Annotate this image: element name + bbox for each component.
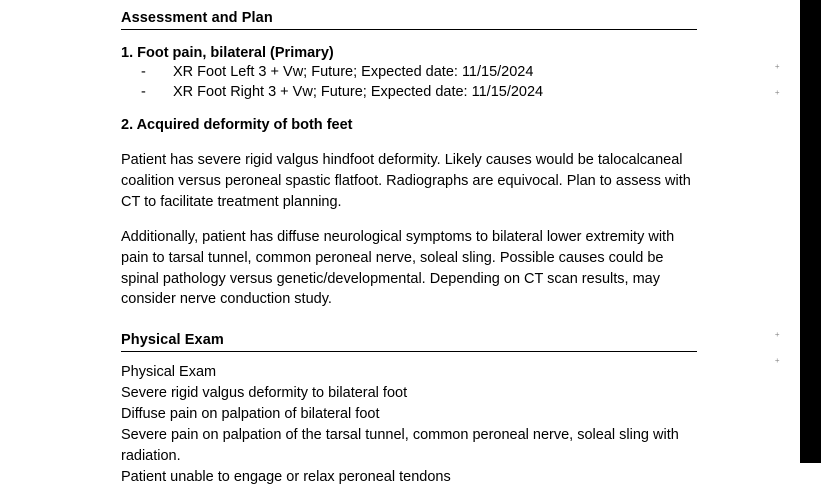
exam-line: Severe pain on palpation of the tarsal tunnel, common peroneal nerve, soleal sling with radiation. (121, 426, 683, 464)
exam-line: Physical Exam (121, 364, 217, 381)
page-edge-mark: + (774, 62, 779, 71)
order-bullet: - (141, 83, 146, 100)
diagnosis-2-title: 2. Acquired deformity of both feet (121, 117, 353, 134)
diagnosis-1-orders (121, 63, 697, 102)
exam-line: Severe rigid valgus deformity to bilateral foot (121, 385, 408, 402)
diagnosis-1-title: 1. Foot pain, bilateral (Primary) (121, 45, 334, 61)
physical-exam-heading: Physical Exam (121, 332, 697, 352)
physical-exam-lines (121, 362, 697, 487)
exam-line: Patient unable to engage or relax peroneal tendons (121, 468, 451, 485)
right-black-strip (800, 0, 821, 463)
page-edge-mark: + (774, 356, 779, 365)
order-item (121, 83, 697, 103)
order-item (121, 63, 697, 83)
order-text: XR Foot Right 3 + Vw; Future; Expected date: 11/15/2024 (173, 83, 544, 100)
order-bullet: - (141, 64, 146, 80)
page-edge-mark: + (774, 88, 779, 97)
assessment-paragraph-2: Additionally, patient has diffuse neurological symptoms to bilateral lower extremity with pain to tarsal tunnel, common peroneal nerve, soleal sling. Possible causes could be spinal pathology versus genetic/developmental. Depending on CT scan results, may consider nerve conduction study. (121, 228, 675, 308)
assessment-and-plan-heading: Assessment and Plan (121, 10, 697, 30)
page-edge-mark: + (774, 330, 779, 339)
exam-line: Diffuse pain on palpation of bilateral foot (121, 406, 380, 422)
document-body (121, 10, 697, 488)
assessment-paragraph-1: Patient has severe rigid valgus hindfoot deformity. Likely causes would be talocalcaneal coalition versus peroneal spastic flatfoot. Radiographs are equivocal. Plan to assess with CT to facilitate treatment planning. (121, 152, 691, 210)
order-text: XR Foot Left 3 + Vw; Future; Expected date: 11/15/2024 (173, 64, 534, 80)
